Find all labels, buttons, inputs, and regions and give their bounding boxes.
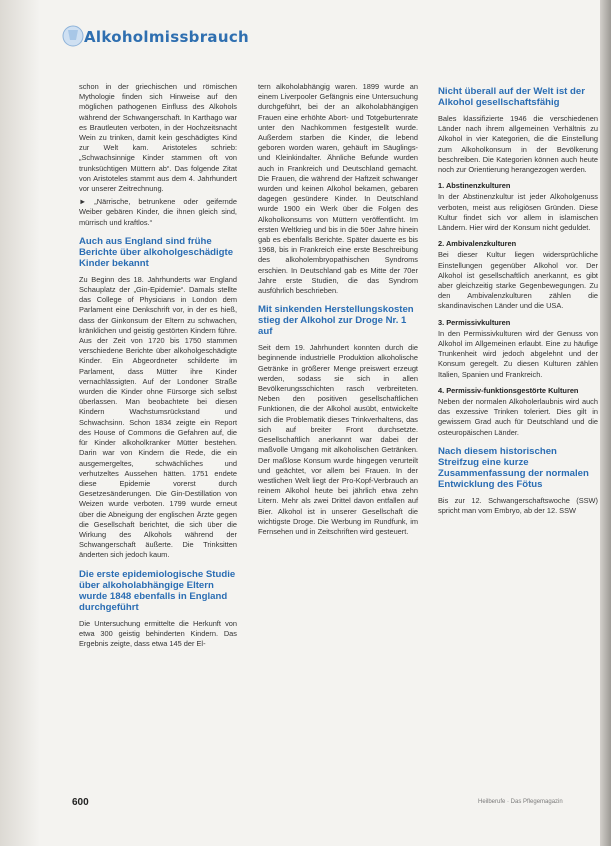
intro-paragraph: schon in der griechischen und römischen Mythologie finden sich Hinweise auf den möglichen pathogenen Einfluss des Alkohols während der Schwangerschaft. In Karthago war es Brautleuten verboten, in der Hochzeitsnacht Wein zu trinken, damit kein geschädigtes Kind zur Welt kam. Aristoteles schrieb: „Schwachsinnige Kinder stammen oft von trunksüchtigen Müttern ab“. Das folgende Zitat von Aristoteles stammt aus dem 4. Jahrhundert vor unserer Zeitrechnung.: [79, 82, 237, 194]
body-drug-no1: Seit dem 19. Jahrhundert konnten durch die beginnende industrielle Produktion alkoholische Getränke in größerer Menge preiswert erzeugt werden, sodass sie sich in allen Bevölkerungsschichten rasch verbreiteten. Neben den positiven gesellschaftlichen Funktionen, die der Alkohol ausübt, entwickelte sich die Problematik dieses Trinkverhaltens, das sich auf breiter Front durchsetzte. Gesellschaftlich anerkannt war dabei der maßvolle Umgang mit alkoholischen Getränken. Der maßlose Konsum wurde hingegen verurteilt und geächtet, vor allem bei Frauen. In der westlichen Welt liegt der Pro-Kopf-Verbrauch an reinem Alkohol heute bei jährlich etwa zehn Litern. Mehr als zwei Drittel davon entfallen auf Bier. Alkohol ist in unserer Gesellschaft die wichtigste Droge. Die Werbung im Rundfunk, im Fernsehen und in Zeitschriften wird gesteuert.: [258, 343, 418, 536]
section-text-ambivalence: Bei dieser Kultur liegen widersprüchliche Einstellungen gegenüber Alkohol vor. Der Alkohol ist gesellschaftlich anerkannt, es gibt aber gleichzeitig starke Gegenbewegungen. Zu den Ambivalenzkulturen zählen die skandinavischen Länder und die USA.: [438, 250, 598, 311]
page-number: 600: [72, 797, 89, 808]
section-title: Alkoholmissbrauch: [84, 28, 249, 46]
section-text-permissive: In den Permissivkulturen wird der Genuss von Alkohol im Allgemeinen erlaubt. Eine zu häufige Trunkenheit wird jedoch abgelehnt und der Konsum geregelt. Zu diesen Kulturen zählen Italien, Spanien und Frankreich.: [438, 328, 598, 379]
heading-drug-no1: Mit sinkenden Herstellungskosten stieg der Alkohol zur Droge Nr. 1 auf: [258, 304, 414, 338]
section-title-permissive-dysfunctional: 4. Permissiv-funktionsgestörte Kulturen: [438, 385, 579, 395]
section-text-permissive-dysfunctional: Neben der normalen Alkoholerlaubnis wird auch das exzessive Trinken toleriert. Dies gilt in gewissem Grad auch für Deutschland und die osteuropäischen Länder.: [438, 397, 598, 437]
section-logo: [62, 24, 252, 54]
column-2: [258, 82, 418, 540]
body-continued: tern alkoholabhängig waren. 1899 wurde an einem Liverpooler Gefängnis eine Untersuchung durchgeführt, bei der an alkoholabhängigen Frauen eine erhöhte Abort- und Totgeburtenrate unter den Nachkommen festgestellt wurde. Außerdem starben die Kinder, die lebend geboren worden waren, gehäuft im Säuglings- und Kleinkindalter. Ähnliche Befunde wurden auch in Frankreich und Deutschland gemacht. Die Frauen, die während der Haftzeit schwanger wurden und keinen Alkohol bekamen, gebaren dagegen gesündere Kinder. In Deutschland wurde 1900 ein Werk über die Folgen des Alkoholkonsums von Müttern veröffentlicht. Im ersten Weltkrieg und bis in die 50er Jahre hinein gab es ebenfalls Berichte. Später dauerte es bis 1968, bis in Frankreich eine erste Beschreibung des alkoholembryopathischen Syndroms erschien. In Deutschland gab es Mitte der 70er Jahre erste Studien, die das Syndrom ausführlich beschrieben.: [258, 82, 418, 296]
quote-paragraph: ► „Närrische, betrunkene oder geifernde Weiber gebären Kinder, die ihnen gleich sind, mürrisch und kraftlos.“: [79, 197, 237, 227]
heading-epidemiological-study: Die erste epidemiologische Studie über alkoholabhängige Eltern wurde 1848 ebenfalls in England durchgeführt: [79, 568, 236, 613]
column-1: [79, 82, 237, 652]
heading-fetal-development: Nach diesem historischen Streifzug eine kurze Zusammenfassung der normalen Entwicklung des Fötus: [438, 445, 589, 490]
section-title-abstinence: 1. Abstinenzkulturen: [438, 181, 511, 191]
body-fetal-development: Bis zur 12. Schwangerschaftswoche (SSW) spricht man vom Embryo, ab der 12. SSW: [438, 495, 598, 516]
section-title-permissive: 3. Permissivkulturen: [438, 317, 511, 327]
journal-footer: Heilberufe · Das Pflegemagazin: [478, 799, 563, 805]
body-epidemiological-study: Die Untersuchung ermittelte die Herkunft von etwa 300 geistig behinderten Kindern. Das Ergebnis zeigte, dass etwa 145 der El-: [79, 618, 237, 648]
heading-england-reports: Auch aus England sind frühe Berichte über alkoholgeschädigte Kinder bekannt: [79, 235, 234, 269]
gutter-shadow: [0, 0, 40, 846]
column-3: [438, 86, 598, 519]
page-edge: [600, 0, 611, 846]
section-text-abstinence: In der Abstinenzkultur ist jeder Alkoholgenuss verboten, meist aus religiösen Gründen. Diese Kultur findet sich vor allem in islamischen Ländern. Hier wird der Konsum nicht geduldet.: [438, 192, 598, 233]
body-england-reports: Zu Beginn des 18. Jahrhunderts war England Schauplatz der „Gin-Epidemie“. Damals stellte das College of Physicians in London dem Parlament eine Denkschrift vor, in der es hieß, dass der Ginkonsum der Eltern zu schwachen, kränklichen und geistig gestörten Kindern führe. Aus der Zeit von 1720 bis 1750 stammen verschiedene Berichte über alkoholgeschädigte Kinder. Ein Abgeordneter schilderte im Parlament, dass Mütter ihre Kinder vernachlässigten. Auf der Londoner Straße wurden die Kinder ohne Fürsorge sich selbst überlassen. Man beobachtete bei diesen Kindern Wachstumsrückstand und Schwachsinn. Schon 1834 zeigte ein Report des House of Commons die Gefahren auf, die für Kinder alkoholkranker Mütter bestehen. Darin war von Kindern die Rede, die ein ausgemergeltes, schwächliches und verhutzeltes Aussehen hätten. 1751 endete diese Epidemie vorerst durch Gesetzesänderungen. Die Gin-Destillation von Weizen wurde verboten. 1799 wurde erneut über die Abneigung der englischen Ärzte gegen die Gesellschaft berichtet, die sich über die Wirkung des Alkohols während der Schwangerschaft äußerte. Die Trinksitten änderten sich jedoch kaum.: [79, 274, 237, 560]
intro-bales: Bales klassifizierte 1946 die verschiedenen Länder nach ihrem allgemeinen Verhältnis zu Alkohol in vier Kategorien, die die Einstellung zum Alkoholkonsum in der Bevölkerung beschreiben. Die Kategorien können auch heute noch zur Orientierung herangezogen werden.: [438, 114, 598, 175]
heading-not-everywhere: Nicht überall auf der Welt ist der Alkohol gesellschaftsfähig: [438, 86, 585, 108]
section-title-ambivalence: 2. Ambivalenzkulturen: [438, 239, 517, 249]
